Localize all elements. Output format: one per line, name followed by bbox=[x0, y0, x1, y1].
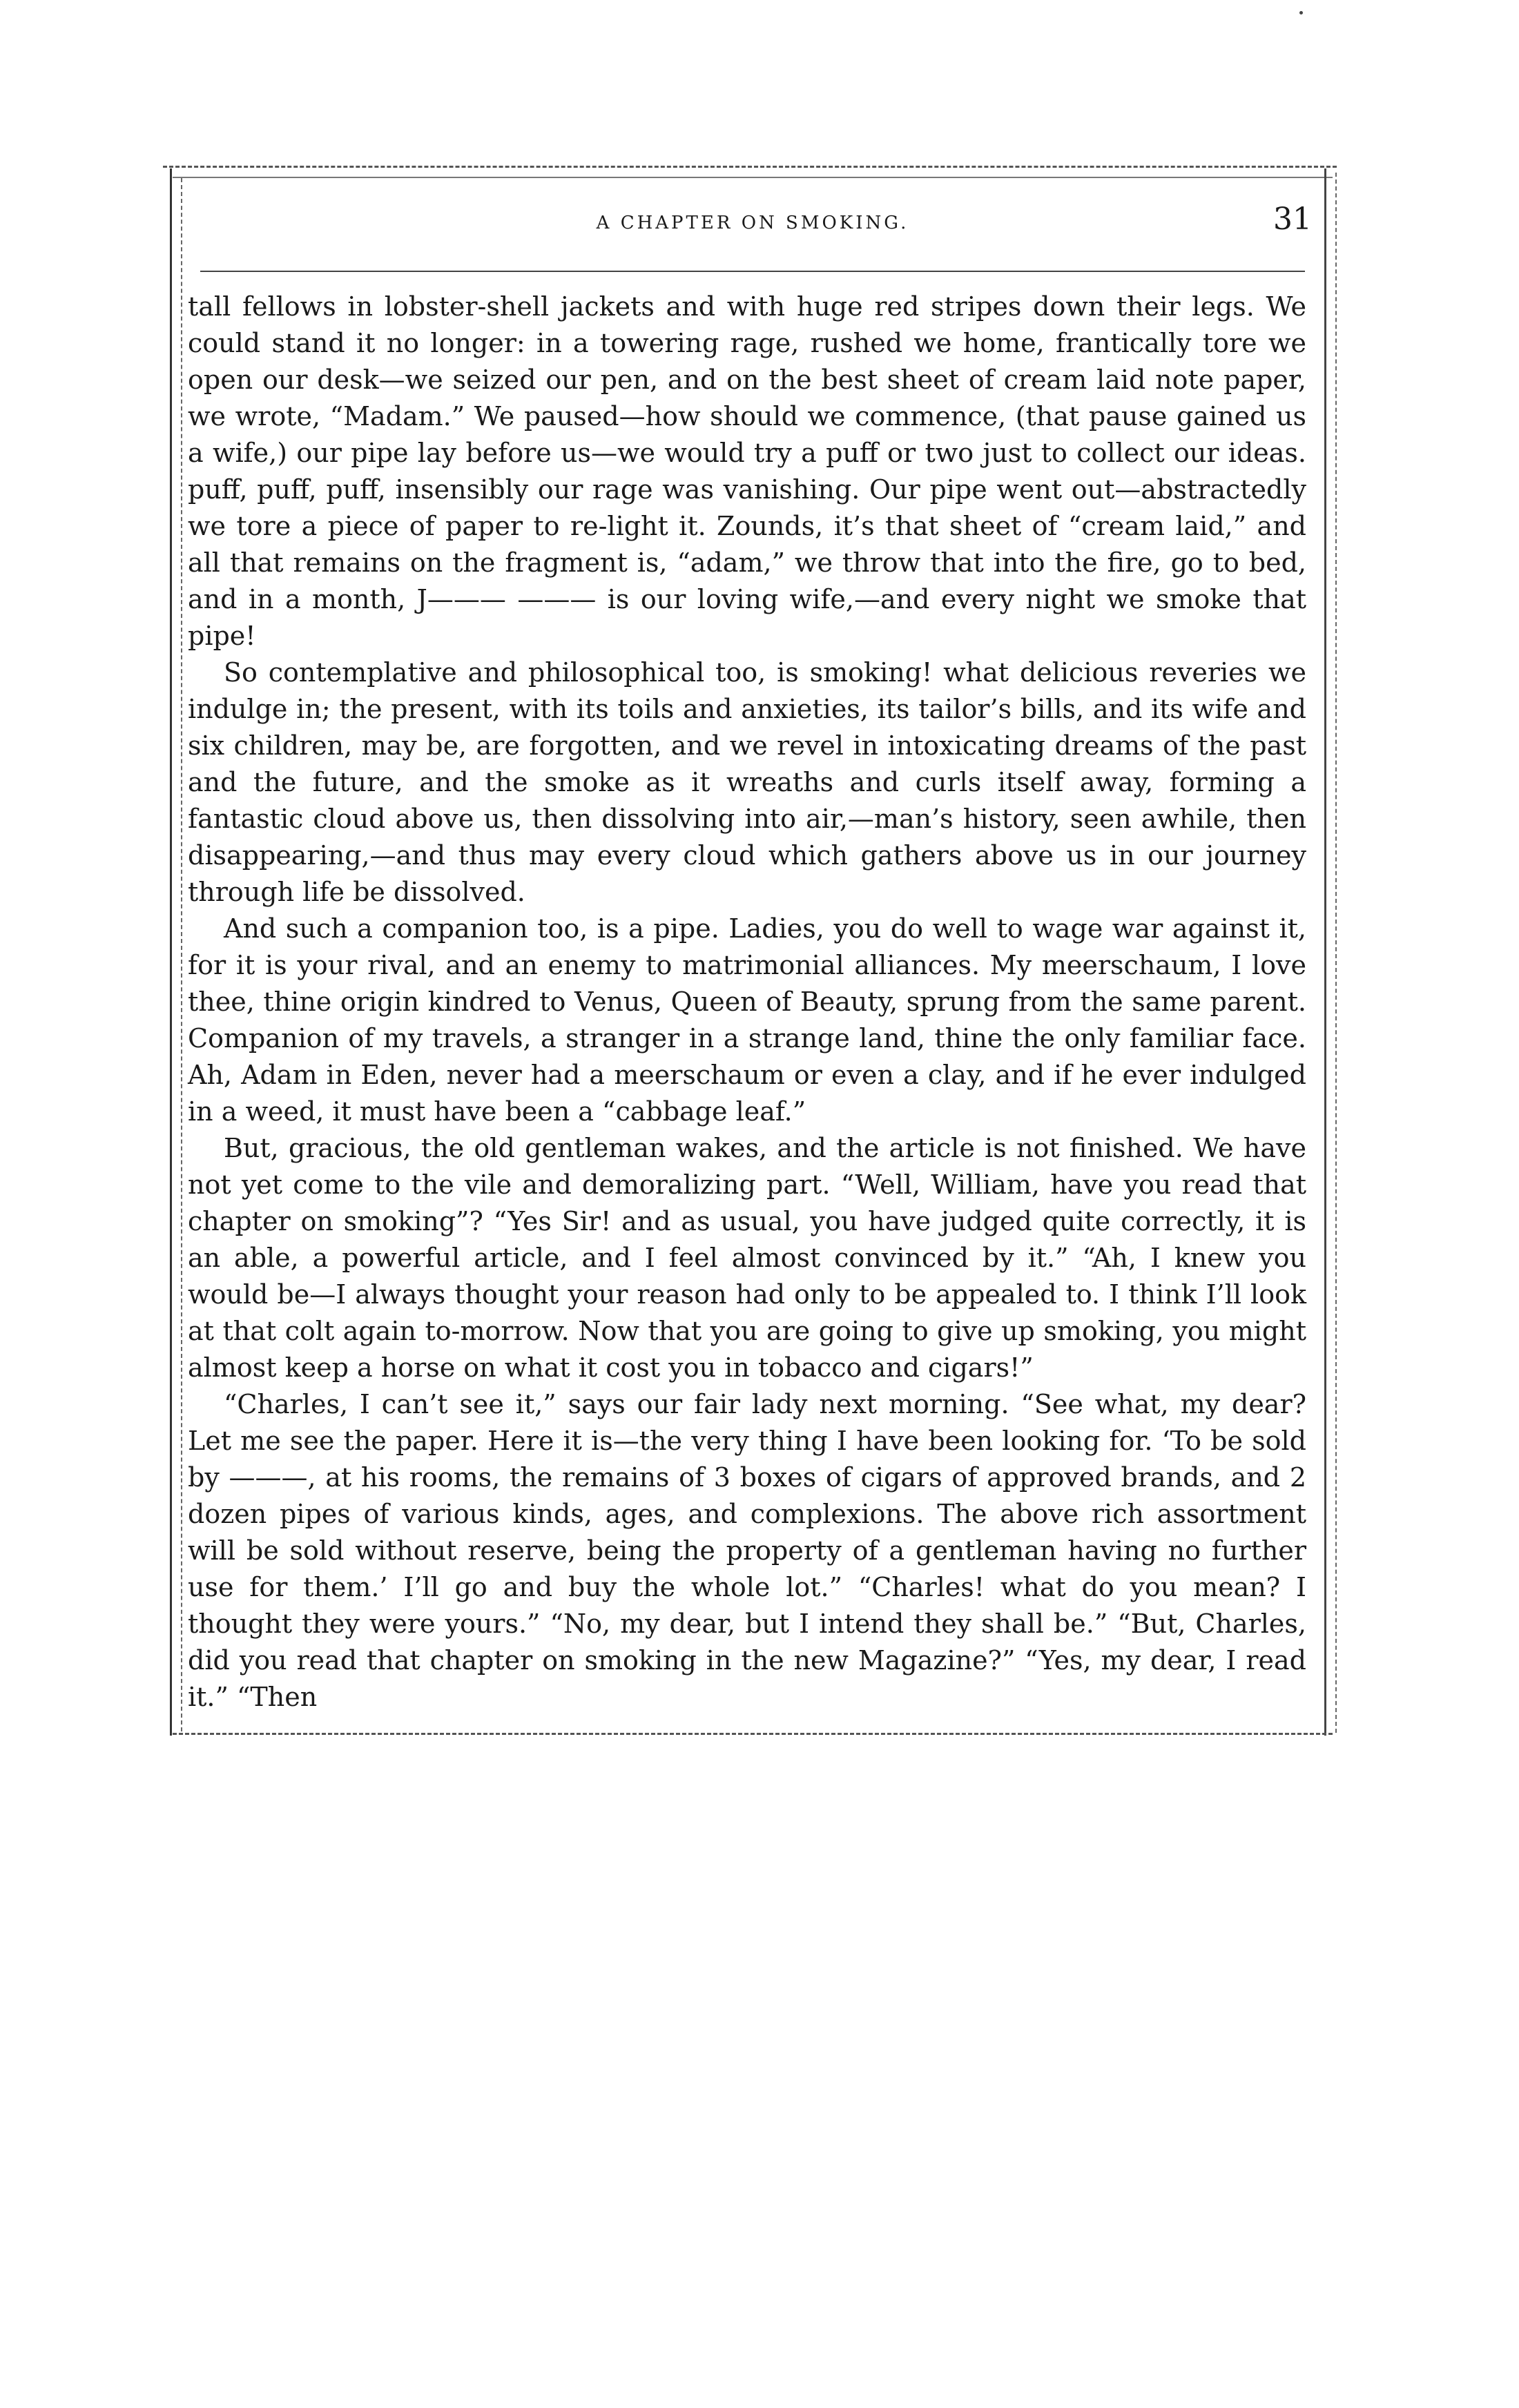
body-text bbox=[188, 289, 1306, 1716]
header-rule bbox=[200, 271, 1305, 272]
running-title: A CHAPTER ON SMOKING. bbox=[596, 213, 909, 233]
page-header bbox=[193, 202, 1312, 250]
page-number: 31 bbox=[1273, 202, 1312, 237]
page-border-right bbox=[1324, 168, 1326, 1736]
page-border-left-inner bbox=[181, 178, 182, 1731]
page-border-right-inner bbox=[1335, 173, 1337, 1733]
page-border-top bbox=[163, 166, 1337, 168]
paragraph: So contemplative and philosophical too, is smoking! what delicious reveries we indulge in; the present, with its toils and anxieties, its tailor’s bills, and its wife and six children, may be, are forgotten, and we revel in intoxicating dreams of the past and the future, and the smoke as it wreaths and curls itself away, forming a fantastic cloud above us, then dissolving into air,—man’s history, seen awhile, then disappearing,—and thus may every cloud which gathers above us in our journey through life be dissolved. bbox=[188, 657, 1306, 907]
stray-mark bbox=[1299, 11, 1303, 14]
paragraph: tall fellows in lobster-shell jackets and with huge red stripes down their legs. We could stand it no longer: in a towering rage, rushed we home, frantically tore we open our desk—we seized our pen, and on the best sheet of cream laid note paper, we wrote, “Madam.” We paused—how should we commence, (that pause gained us a wife,) our pipe lay before us—we would try a puff or two just to collect our ideas. puff, puff, puff, insensibly our rage was vanishing. Our pipe went out—abstractedly we tore a piece of paper to re-light it. Zounds, it’s that sheet of “cream laid,” and all that remains on the fragment is, “adam,” we throw that into the fire, go to bed, and in a month, J——— ——— is our loving wife,—and every night we smoke that pipe! bbox=[188, 291, 1306, 651]
paragraph: And such a companion too, is a pipe. Ladies, you do well to wage war against it, for it is your rival, and an enemy to matrimonial alliances. My meerschaum, I love thee, thine origin kindred to Venus, Queen of Beauty, sprung from the same parent. Companion of my travels, a stranger in a strange land, thine the only familiar face. Ah, Adam in Eden, never had a meerschaum or even a clay, and if he ever indulged in a weed, it must have been a “cabbage leaf.” bbox=[188, 913, 1306, 1127]
paragraph: But, gracious, the old gentleman wakes, and the article is not finished. We have not yet come to the vile and demoralizing part. “Well, William, have you read that chapter on smoking”? “Yes Sir! and as usual, you have judged quite correctly, it is an able, a powerful article, and I feel almost convinced by it.” “Ah, I knew you would be—I always thought your reason had only to be appealed to. I think I’ll look at that colt again to-morrow. Now that you are going to give up smoking, you might almost keep a horse on what it cost you in tobacco and cigars!” bbox=[188, 1133, 1306, 1383]
page-border-top-inner bbox=[173, 177, 1333, 178]
page-border-left bbox=[170, 168, 172, 1736]
paragraph: “Charles, I can’t see it,” says our fair lady next morning. “See what, my dear? Let me see the paper. Here it is—the very thing I have been looking for. ‘To be sold by ———, at his rooms, the remains of 3 boxes of cigars of approved brands, and 2 dozen pipes of various kinds, ages, and complexions. The above rich assortment will be sold without reserve, being the property of a gentleman having no further use for them.’ I’ll go and buy the whole lot.” “Charles! what do you mean? I thought they were yours.” “No, my dear, but I intend they shall be.” “But, Charles, did you read that chapter on smoking in the new Magazine?” “Yes, my dear, I read it.” “Then bbox=[188, 1389, 1306, 1712]
page-border-bottom bbox=[173, 1733, 1333, 1735]
